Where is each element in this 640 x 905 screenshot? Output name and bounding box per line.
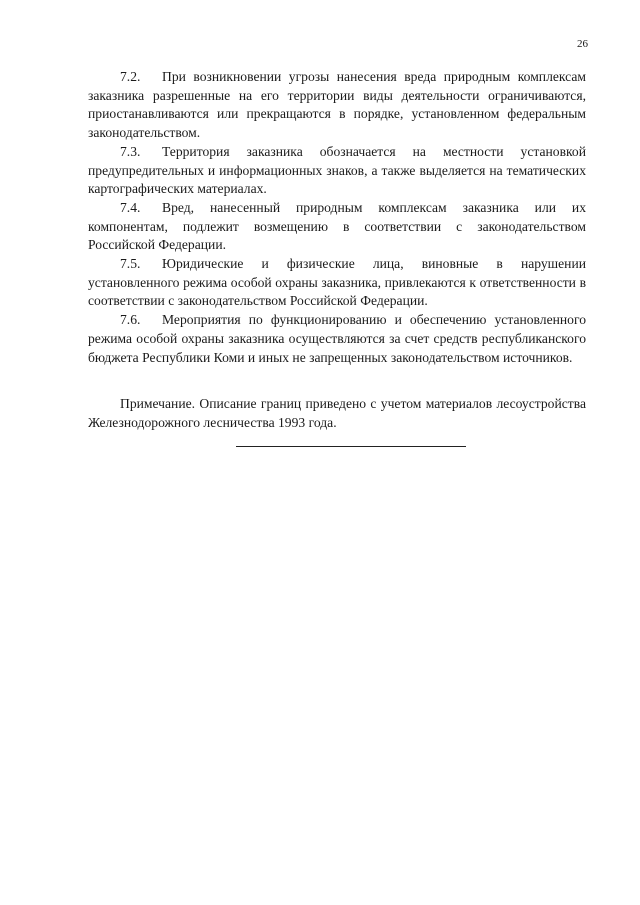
section-number: 7.6. bbox=[120, 312, 141, 328]
section-number: 7.4. bbox=[120, 199, 141, 215]
section-number: 7.3. bbox=[120, 143, 141, 159]
document-body bbox=[88, 68, 586, 367]
section-number: 7.5. bbox=[120, 256, 141, 272]
section-text: Юридические и физические лица, виновные в нарушении установленного режима особой охраны заказника, привлекаются к ответственности в соответствии с законодательством Российской Федерации. bbox=[88, 256, 586, 309]
note-paragraph: Примечание. Описание границ приведено с учетом материалов лесоустройства Железнодорожного лесничества 1993 года. bbox=[88, 396, 586, 430]
page-number: 26 bbox=[577, 38, 588, 50]
section-7-5 bbox=[88, 255, 586, 311]
section-text: Мероприятия по функционированию и обеспечению установленного режима особой охраны заказника осуществляются за счет средств республиканского бюджета Республики Коми и иных не запрещенных законодательством источников. bbox=[88, 312, 586, 365]
section-7-4 bbox=[88, 199, 586, 255]
section-7-2 bbox=[88, 68, 586, 143]
section-text: Вред, нанесенный природным комплексам заказника или их компонентам, подлежит возмещению в соответствии с законодательством Российской Федерации. bbox=[88, 199, 586, 253]
section-text: При возникновении угрозы нанесения вреда природным комплексам заказника разрешенные на его территории виды деятельности ограничиваются, приостанавливаются или прекращаются в порядке, установленном федеральным законодательством. bbox=[88, 69, 586, 141]
section-text: Территория заказника обозначается на местности установкой предупредительных и информационных знаков, а также выделяется на тематических картографических материалах. bbox=[88, 143, 586, 197]
section-number: 7.2. bbox=[120, 69, 141, 84]
end-rule bbox=[236, 446, 466, 447]
section-7-6 bbox=[88, 311, 586, 367]
section-7-3 bbox=[88, 143, 586, 199]
